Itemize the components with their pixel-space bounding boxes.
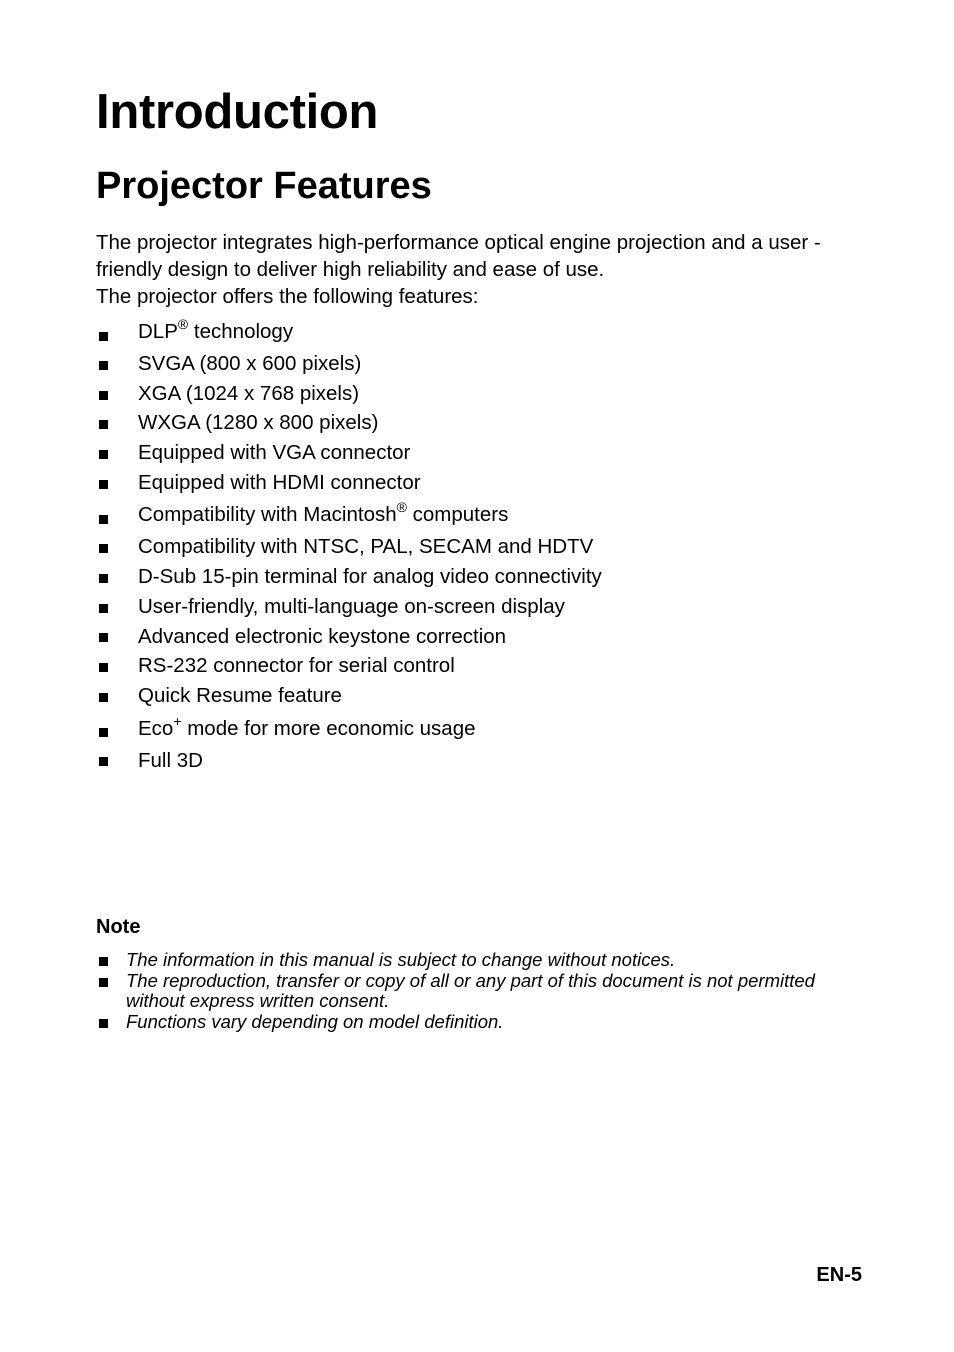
square-bullet-icon xyxy=(99,450,108,459)
square-bullet-icon xyxy=(99,663,108,672)
feature-item xyxy=(96,349,876,379)
note-item xyxy=(96,950,876,971)
note-text: The information in this manual is subject to change without notices. xyxy=(126,949,676,970)
square-bullet-icon xyxy=(99,693,108,702)
square-bullet-icon xyxy=(99,978,108,987)
feature-item xyxy=(96,651,876,681)
feature-text-suffix: mode for more economic usage xyxy=(181,716,476,740)
page-number: EN-5 xyxy=(816,1264,862,1286)
square-bullet-icon xyxy=(99,361,108,370)
square-bullet-icon xyxy=(99,515,108,524)
feature-item xyxy=(96,314,876,349)
section-title: Projector Features xyxy=(96,165,432,207)
registered-mark: ® xyxy=(177,316,189,332)
square-bullet-icon xyxy=(99,757,108,766)
feature-item xyxy=(96,379,876,409)
feature-text: Compatibility with NTSC, PAL, SECAM and HDTV xyxy=(138,535,594,559)
square-bullet-icon xyxy=(99,728,108,737)
intro-paragraph: The projector integrates high-performance optical engine projection and a user - friendly design to deliver high reliability and ease of use. xyxy=(96,231,821,281)
feature-item xyxy=(96,622,876,652)
square-bullet-icon xyxy=(99,633,108,642)
page-title: Introduction xyxy=(96,85,379,139)
feature-text: WXGA (1280 x 800 pixels) xyxy=(138,411,379,435)
intro-text xyxy=(96,229,876,310)
feature-text: Equipped with VGA connector xyxy=(138,441,411,465)
feature-item xyxy=(96,497,876,532)
feature-text: XGA (1024 x 768 pixels) xyxy=(138,381,360,405)
feature-text: Advanced electronic keystone correction xyxy=(138,624,507,648)
note-text: The reproduction, transfer or copy of all or any part of this document is not permitted without express written consent. xyxy=(126,969,815,1011)
feature-item xyxy=(96,562,876,592)
registered-mark: ® xyxy=(396,499,407,516)
feature-text: Eco xyxy=(138,716,174,740)
note-heading: Note xyxy=(96,916,141,938)
feature-item xyxy=(96,408,876,438)
feature-text: Compatibility with Macintosh xyxy=(138,503,397,527)
feature-text: D-Sub 15-pin terminal for analog video connectivity xyxy=(138,565,602,589)
feature-list xyxy=(96,314,876,775)
plus-mark: + xyxy=(173,712,182,729)
feature-text: DLP xyxy=(138,320,178,343)
square-bullet-icon xyxy=(99,420,108,429)
square-bullet-icon xyxy=(99,480,108,489)
square-bullet-icon xyxy=(99,544,108,553)
feature-item xyxy=(96,532,876,562)
square-bullet-icon xyxy=(99,604,108,613)
square-bullet-icon xyxy=(99,332,108,341)
feature-text: RS-232 connector for serial control xyxy=(138,654,455,678)
square-bullet-icon xyxy=(99,1019,108,1028)
feature-text: Full 3D xyxy=(138,748,203,772)
feature-item xyxy=(96,711,876,746)
intro-lead-in: The projector offers the following features: xyxy=(96,285,479,308)
feature-text: Quick Resume feature xyxy=(138,683,342,707)
note-list xyxy=(96,950,876,1032)
square-bullet-icon xyxy=(99,391,108,400)
square-bullet-icon xyxy=(99,957,108,966)
note-text: Functions vary depending on model definition. xyxy=(126,1010,504,1032)
feature-text: SVGA (800 x 600 pixels) xyxy=(138,352,362,375)
feature-item xyxy=(96,468,876,498)
note-item xyxy=(96,1012,876,1033)
feature-item xyxy=(96,746,876,776)
feature-text-suffix: technology xyxy=(188,320,294,343)
feature-item xyxy=(96,681,876,711)
feature-text-suffix: computers xyxy=(406,503,509,527)
feature-item xyxy=(96,592,876,622)
feature-text: Equipped with HDMI connector xyxy=(138,470,421,494)
square-bullet-icon xyxy=(99,574,108,583)
feature-text: User-friendly, multi-language on-screen display xyxy=(138,594,565,618)
note-item xyxy=(96,971,876,1012)
feature-item xyxy=(96,438,876,468)
